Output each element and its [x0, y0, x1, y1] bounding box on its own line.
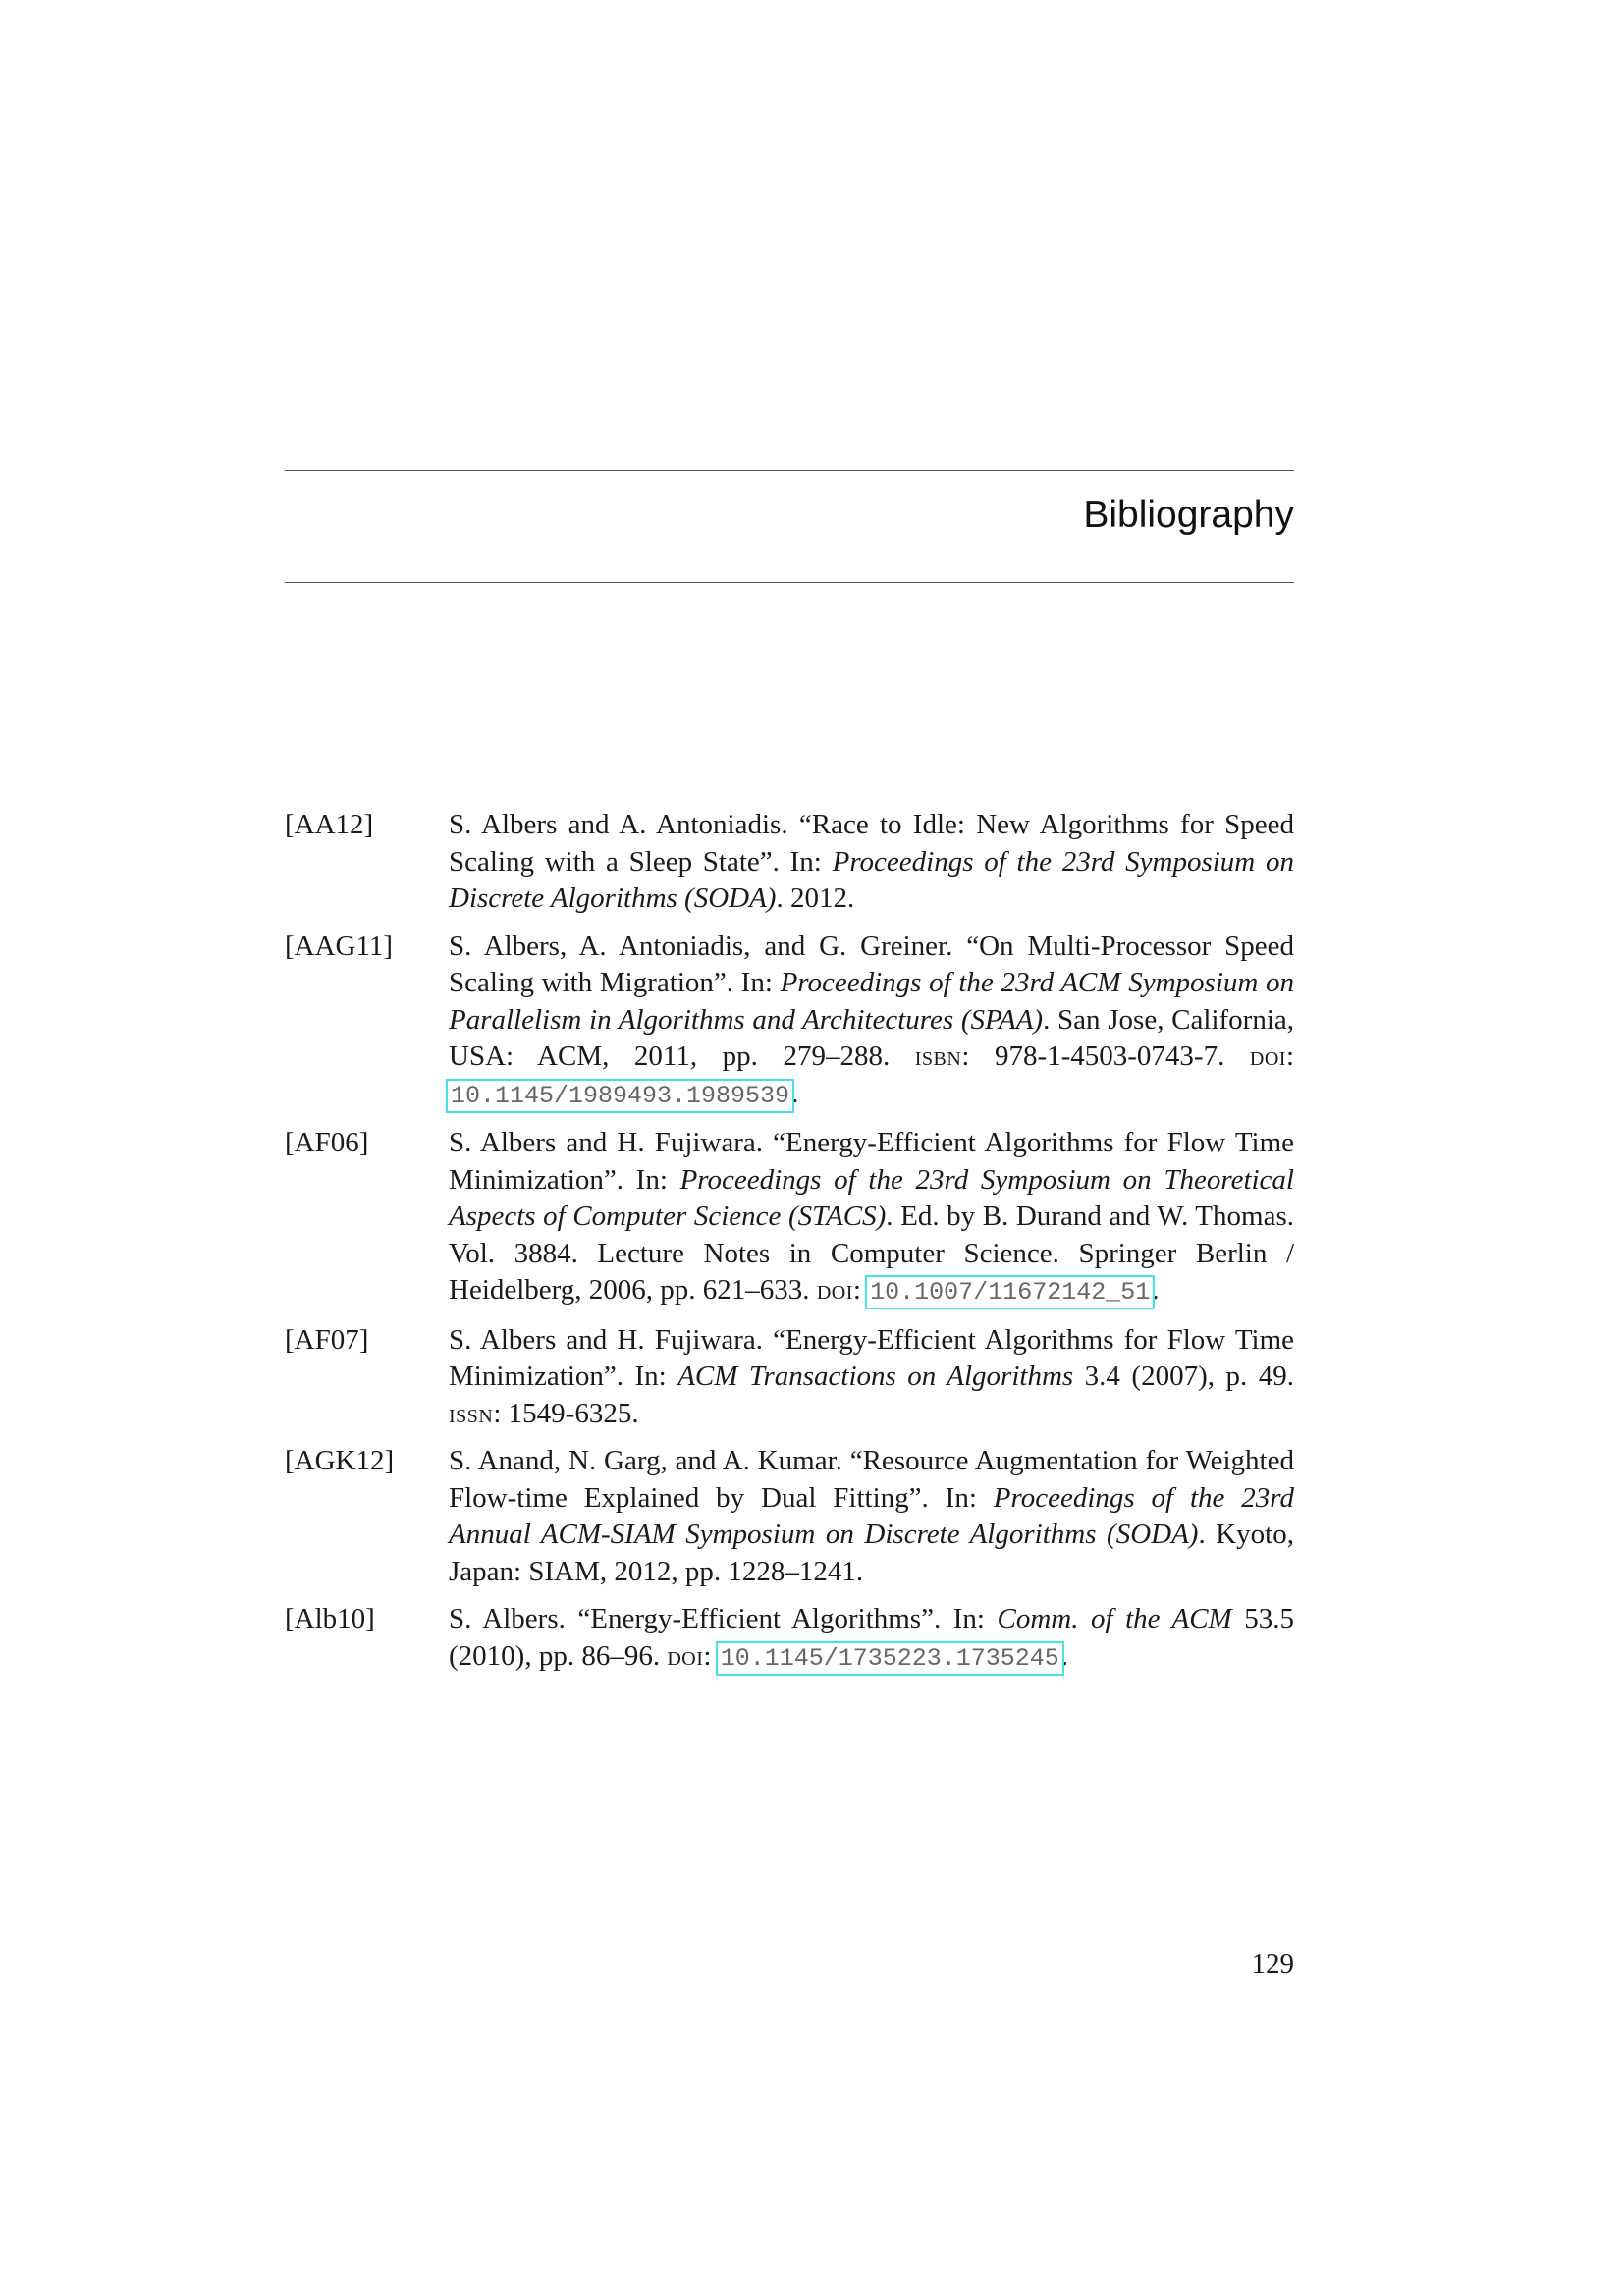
bib-authors-title: S. Albers, A. Antoniadis, and G. Greiner. “On Multi-Processor Speed Scaling with Migration”. In: — [449, 930, 1294, 998]
isbn-label: isbn — [914, 1041, 962, 1072]
bib-key: [AF07] — [285, 1323, 369, 1356]
bib-end: . — [1152, 1274, 1160, 1306]
bib-text — [449, 1322, 1294, 1433]
doi-label: doi — [667, 1639, 704, 1672]
bib-venue: ACM Transactions on Algorithms — [677, 1361, 1074, 1392]
bib-details: . Kyoto, Japan: SIAM, 2012, pp. 1228–1241. — [449, 1519, 1294, 1587]
header-rule-bottom — [285, 582, 1294, 583]
bib-venue: Proceedings of the 23rd ACM Symposium on Parallelism in Algorithms and Architectures (SPAA) — [449, 967, 1294, 1036]
bib-venue: Comm. of the ACM — [997, 1603, 1232, 1634]
bib-authors-title: S. Albers and H. Fujiwara. “Energy-Efficient Algorithms for Flow Time Minimization”. In: — [449, 1127, 1294, 1196]
bib-key: [AGK12] — [285, 1445, 395, 1476]
bib-text — [449, 807, 1294, 918]
bib-text — [449, 929, 1294, 1115]
bib-text — [449, 1601, 1294, 1677]
doi-label: doi — [1249, 1041, 1286, 1072]
doi-separator: : — [703, 1639, 719, 1672]
bib-key: [AA12] — [285, 809, 374, 840]
bib-venue: Proceedings of the 23rd Symposium on Theoretical Aspects of Computer Science (STACS) — [449, 1163, 1294, 1232]
bib-venue: Proceedings of the 23rd Annual ACM-SIAM Symposium on Discrete Algorithms (SODA) — [449, 1481, 1295, 1550]
bib-details: . San Jose, California, USA: ACM, 2011, pp. 279–288. — [449, 1003, 1294, 1072]
doi-link[interactable]: 10.1145/1735223.1735245 — [720, 1643, 1059, 1673]
isbn-value: : 978-1-4503-0743-7. — [961, 1041, 1250, 1072]
bib-entry-af06 — [285, 1125, 1294, 1311]
bib-key: [AAG11] — [285, 930, 394, 962]
doi-separator: : — [852, 1274, 869, 1306]
bib-authors-title: S. Albers and H. Fujiwara. “Energy-Efficient Algorithms for Flow Time Minimization”. In: — [449, 1323, 1294, 1392]
doi-label: doi — [816, 1274, 853, 1306]
bibliography-list — [285, 807, 1294, 1687]
bib-details: . Ed. by B. Durand and W. Thomas. Vol. 3884. Lecture Notes in Computer Science. Springer Berlin / Heidelberg, 2006, pp. 621–633. — [449, 1201, 1294, 1306]
chapter-title: Bibliography — [1083, 494, 1294, 536]
bib-venue: Proceedings of the 23rd Symposium on Discrete Algorithms (SODA) — [449, 845, 1294, 914]
bib-entry-aa12 — [285, 807, 1294, 918]
bib-authors-title: S. Anand, N. Garg, and A. Kumar. “Resource Augmentation for Weighted Flow-time Explained by Dual Fitting”. In: — [449, 1445, 1294, 1514]
bib-key: [Alb10] — [285, 1603, 375, 1634]
issn-value: : 1549-6325. — [493, 1397, 639, 1429]
bib-end: . — [791, 1077, 799, 1109]
doi-link[interactable]: 10.1145/1989493.1989539 — [451, 1081, 790, 1110]
doi-separator: : — [1285, 1041, 1295, 1072]
bib-authors-title: S. Albers. “Energy-Efficient Algorithms”. In: — [449, 1603, 998, 1634]
bib-key: [AF06] — [285, 1127, 369, 1158]
doi-link[interactable]: 10.1007/11672142_51 — [870, 1278, 1151, 1307]
bib-text — [449, 1125, 1294, 1311]
bib-entry-af07 — [285, 1322, 1294, 1433]
bib-end: . — [1060, 1639, 1068, 1672]
bib-text — [449, 1443, 1294, 1590]
bib-entry-aag11 — [285, 929, 1294, 1115]
bib-entry-agk12 — [285, 1443, 1294, 1590]
bib-details: 3.4 (2007), p. 49. — [1073, 1361, 1294, 1392]
bib-details: . 2012. — [776, 882, 855, 914]
bib-authors-title: S. Albers and A. Antoniadis. “Race to Idle: New Algorithms for Speed Scaling with a Sleep State”. In: — [449, 809, 1294, 878]
issn-label: issn — [449, 1397, 494, 1429]
bib-details: 53.5 (2010), pp. 86–96. — [449, 1603, 1294, 1672]
bib-entry-alb10 — [285, 1601, 1294, 1677]
header-rule-top — [285, 470, 1294, 471]
page-number: 129 — [1251, 1949, 1294, 1980]
